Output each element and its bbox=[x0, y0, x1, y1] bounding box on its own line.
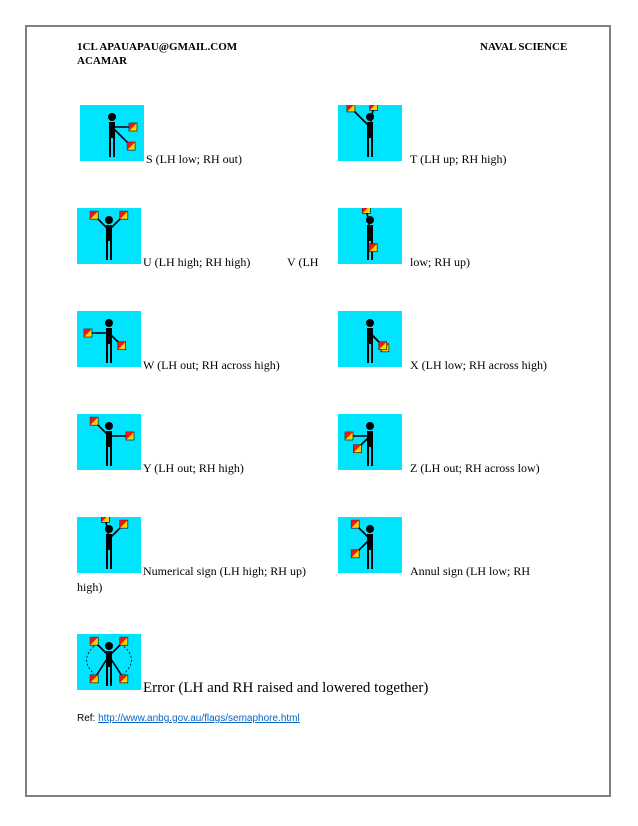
flag-left bbox=[345, 432, 353, 440]
semaphore-x-figure bbox=[338, 311, 402, 367]
semaphore-image-z bbox=[338, 414, 402, 470]
caption-w: W (LH out; RH across high) bbox=[143, 358, 280, 372]
reference-link[interactable]: http://www.anbg.gov.au/flags/semaphore.html bbox=[98, 713, 300, 724]
figure-head bbox=[366, 525, 374, 533]
flag-left bbox=[369, 244, 377, 252]
semaphore-z-figure bbox=[338, 414, 402, 470]
flag-left bbox=[351, 520, 359, 528]
header-left bbox=[77, 40, 277, 68]
semaphore-image-s bbox=[80, 105, 144, 161]
flag-left bbox=[101, 517, 109, 522]
reference-label: Ref: bbox=[77, 713, 99, 724]
caption-y: Y (LH out; RH high) bbox=[143, 461, 244, 475]
motion-arc-right bbox=[124, 646, 132, 674]
flag-right bbox=[129, 123, 137, 131]
semaphore-image-t bbox=[338, 105, 402, 161]
semaphore-annul-figure bbox=[338, 517, 402, 573]
flag-right bbox=[362, 208, 370, 213]
caption-s: S (LH low; RH out) bbox=[146, 152, 242, 166]
flag-left bbox=[127, 142, 135, 150]
figure-head bbox=[105, 422, 113, 430]
figure-head bbox=[105, 319, 113, 327]
flag-right bbox=[120, 637, 128, 645]
flag-left bbox=[347, 105, 355, 112]
flag-left bbox=[90, 417, 98, 425]
semaphore-t-figure bbox=[338, 105, 402, 161]
header-email: 1CL APAUAPAU@GMAIL.COM bbox=[77, 41, 238, 53]
reference-line bbox=[77, 712, 300, 726]
caption-annul-tail: high) bbox=[77, 580, 103, 594]
caption-z: Z (LH out; RH across low) bbox=[410, 461, 540, 475]
flag-right bbox=[379, 342, 387, 350]
semaphore-image-error bbox=[77, 634, 141, 690]
caption-numerical: Numerical sign (LH high; RH up) bbox=[143, 564, 306, 578]
flag-right bbox=[351, 550, 359, 558]
semaphore-image-x bbox=[338, 311, 402, 367]
flag-right bbox=[118, 342, 126, 350]
semaphore-image-y bbox=[77, 414, 141, 470]
caption-v-lead: V (LH bbox=[287, 255, 319, 269]
caption-annul-first: Annul sign (LH low; RH bbox=[410, 564, 530, 578]
semaphore-image-u bbox=[77, 208, 141, 264]
motion-arc-left bbox=[87, 646, 95, 674]
caption-v: low; RH up) bbox=[410, 255, 470, 269]
figure-head bbox=[366, 422, 374, 430]
semaphore-w-figure bbox=[77, 311, 141, 367]
header-subject: NAVAL SCIENCE bbox=[480, 41, 568, 53]
flag-lowered-left bbox=[90, 675, 98, 683]
semaphore-v-figure bbox=[338, 208, 402, 264]
semaphore-image-numerical bbox=[77, 517, 141, 573]
flag-right bbox=[120, 520, 128, 528]
semaphore-image-annul bbox=[338, 517, 402, 573]
figure-head bbox=[105, 642, 113, 650]
flag-left bbox=[84, 329, 92, 337]
semaphore-u-figure bbox=[77, 208, 141, 264]
figure-head bbox=[366, 319, 374, 327]
flag-right bbox=[370, 105, 378, 110]
semaphore-y-figure bbox=[77, 414, 141, 470]
semaphore-s-figure bbox=[80, 105, 144, 161]
caption-error: Error (LH and RH raised and lowered together) bbox=[143, 680, 429, 696]
flag-left bbox=[90, 637, 98, 645]
flag-right bbox=[120, 211, 128, 219]
caption-t: T (LH up; RH high) bbox=[410, 152, 507, 166]
flag-right bbox=[126, 432, 134, 440]
caption-x: X (LH low; RH across high) bbox=[410, 358, 547, 372]
figure-head bbox=[108, 113, 116, 121]
flag-left bbox=[90, 211, 98, 219]
semaphore-error-figure bbox=[77, 634, 141, 690]
flag-lowered-right bbox=[120, 675, 128, 683]
figure-head bbox=[105, 216, 113, 224]
semaphore-image-w bbox=[77, 311, 141, 367]
semaphore-image-v bbox=[338, 208, 402, 264]
semaphore-numerical-figure bbox=[77, 517, 141, 573]
caption-u: U (LH high; RH high) bbox=[143, 255, 251, 269]
flag-right bbox=[353, 445, 361, 453]
header-name: ACAMAR bbox=[77, 55, 128, 67]
